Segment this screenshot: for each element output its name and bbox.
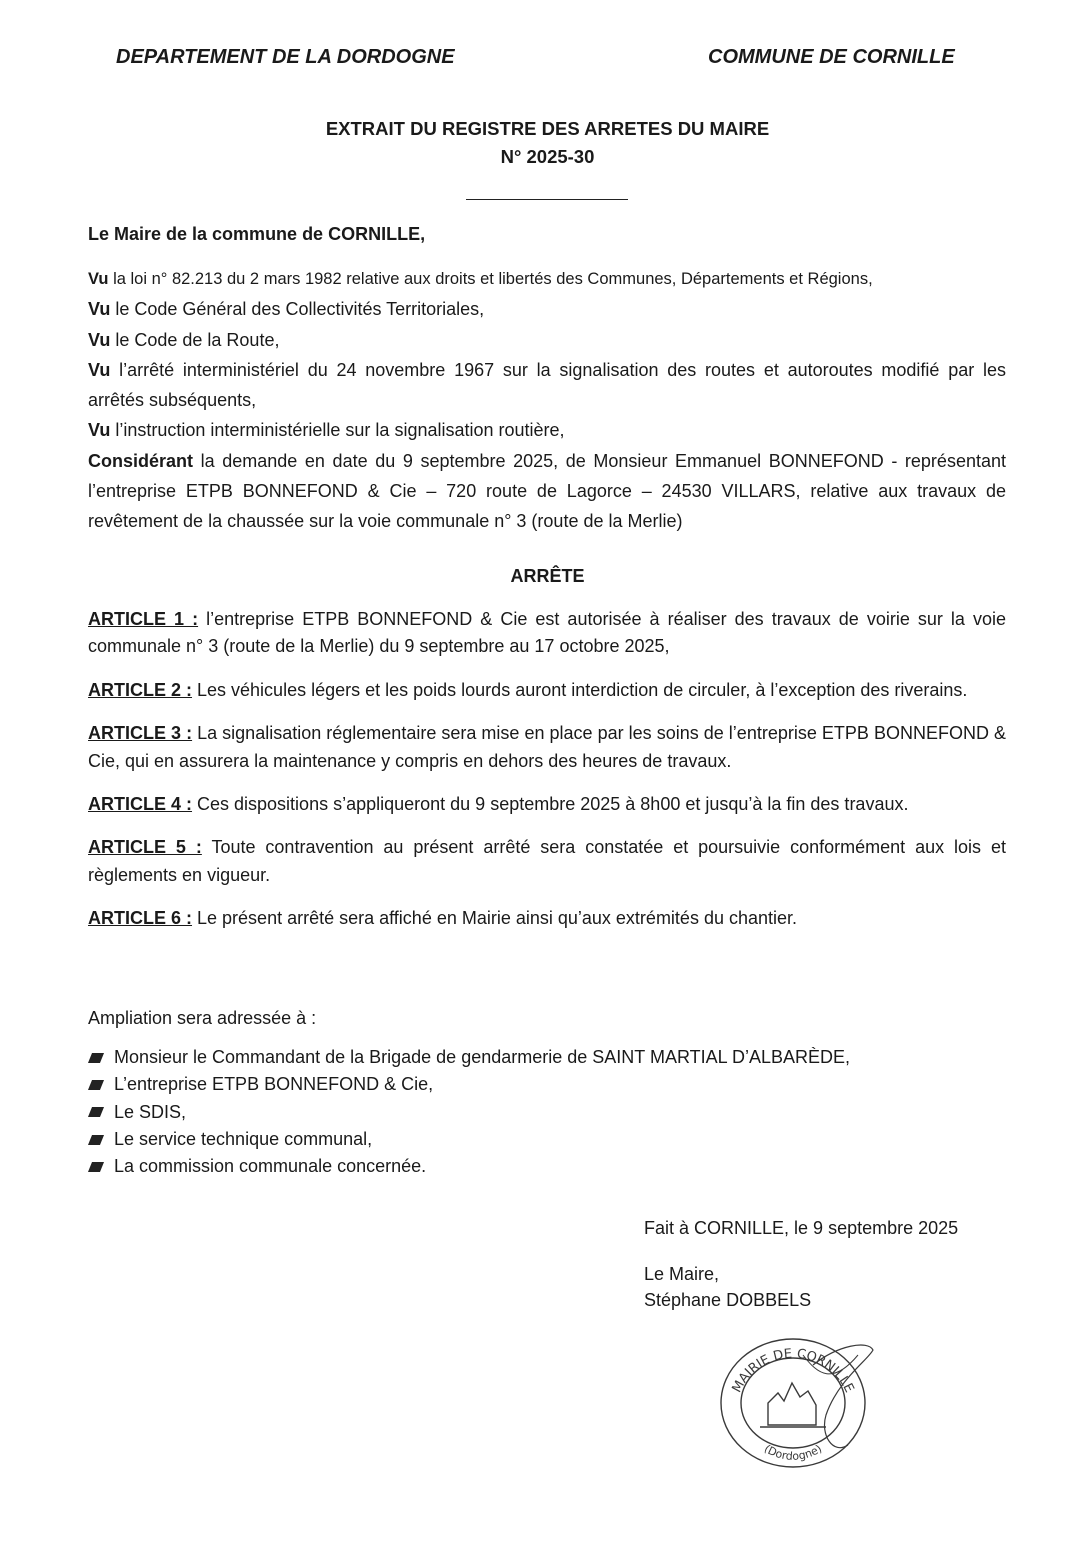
- considerant-text: la demande en date du 9 septembre 2025, de Monsieur Emmanuel BONNEFOND - représentant l’entreprise ETPB BONNEFOND & Cie – 720 route de Lagorce – 24530 VILLARS, relative aux travaux de revêtement de la chaussée sur la voie communale n° 3 (route de la Merlie): [88, 450, 1006, 532]
- visa-paragraph: [88, 264, 1006, 294]
- visa-text: le Code de la Route,: [110, 329, 280, 350]
- article-label: ARTICLE 6 :: [88, 908, 193, 929]
- bullet-icon: [88, 1135, 104, 1145]
- bullet-icon: [88, 1107, 104, 1117]
- list-item-text: Le SDIS,: [114, 1101, 187, 1122]
- stamp-church-icon: [768, 1383, 816, 1425]
- visas-block: [88, 264, 1006, 537]
- header-department: DEPARTEMENT DE LA DORDOGNE: [116, 46, 455, 68]
- visa-text: l’arrêté interministériel du 24 novembre 1967 sur la signalisation des routes et autoroutes modifié par les arrêtés subséquents,: [88, 359, 1006, 411]
- ampliation-list: [90, 1044, 850, 1180]
- signatory-name: Stéphane DOBBELS: [644, 1290, 812, 1310]
- article: [88, 791, 1006, 818]
- ampliation-intro: Ampliation sera adressée à :: [88, 1008, 317, 1028]
- header-commune: COMMUNE DE CORNILLE: [708, 46, 955, 68]
- article-label: ARTICLE 5 :: [88, 837, 202, 858]
- bullet-icon: [88, 1080, 104, 1090]
- article-text: Les véhicules légers et les poids lourds auront interdiction de circuler, à l’exception des riverains.: [192, 679, 968, 700]
- visa-paragraph: [88, 355, 1006, 416]
- list-item: [90, 1071, 850, 1098]
- maire-intro: Le Maire de la commune de CORNILLE,: [88, 224, 426, 244]
- visa-paragraph: [88, 415, 1006, 445]
- article: [88, 720, 1006, 775]
- article-text: l’entreprise ETPB BONNEFOND & Cie est autorisée à réaliser des travaux de voirie sur la voie communale n° 3 (route de la Merlie) du 9 septembre au 17 octobre 2025,: [88, 609, 1006, 657]
- title-divider: [466, 199, 628, 200]
- stamp-top-text: MAIRIE DE CORNILLE: [729, 1346, 857, 1396]
- visa-lead: Vu: [88, 299, 111, 320]
- signature-date-line: Fait à CORNILLE, le 9 septembre 2025: [644, 1218, 959, 1238]
- article-label: ARTICLE 4 :: [88, 794, 193, 815]
- document-title: EXTRAIT DU REGISTRE DES ARRETES DU MAIRE: [325, 118, 770, 139]
- bullet-icon: [88, 1162, 104, 1172]
- visa-lead: Vu: [88, 270, 109, 288]
- considerant-paragraph: [88, 446, 1006, 537]
- list-item-text: L’entreprise ETPB BONNEFOND & Cie,: [114, 1074, 434, 1095]
- considerant-lead: Considérant: [88, 450, 194, 471]
- article: [88, 905, 1006, 932]
- article-label: ARTICLE 1 :: [88, 609, 199, 629]
- article: [88, 834, 1006, 889]
- visa-lead: Vu: [88, 359, 111, 380]
- list-item-text: Le service technique communal,: [114, 1128, 373, 1149]
- article: [88, 606, 1006, 661]
- visa-text: l’instruction interministérielle sur la signalisation routière,: [110, 420, 565, 441]
- mairie-stamp: [708, 1325, 878, 1475]
- list-item-text: La commission communale concernée.: [114, 1156, 427, 1177]
- visa-lead: Vu: [88, 329, 111, 350]
- list-item: [90, 1044, 850, 1071]
- visa-lead: Vu: [88, 420, 111, 441]
- list-item: [90, 1126, 850, 1153]
- visa-paragraph: [88, 325, 1006, 355]
- stamp-bottom-text: (Dordogne): [761, 1442, 825, 1463]
- signatory-role: Le Maire,: [644, 1264, 720, 1284]
- decree-number: N° 2025-30: [500, 146, 595, 167]
- article-text: La signalisation réglementaire sera mise en place par les soins de l’entreprise ETPB BONNEFOND & Cie, qui en assurera la maintenance y compris en dehors des heures de travaux.: [88, 723, 1006, 771]
- article-text: Ces dispositions s’appliqueront du 9 septembre 2025 à 8h00 et jusqu’à la fin des travaux.: [192, 794, 909, 815]
- article-text: Le présent arrêté sera affiché en Mairie ainsi qu’aux extrémités du chantier.: [192, 908, 798, 929]
- bullet-icon: [88, 1053, 104, 1063]
- list-item: [90, 1099, 850, 1126]
- article-label: ARTICLE 3 :: [88, 723, 193, 744]
- arrete-heading: ARRÊTE: [510, 566, 585, 586]
- visa-text: la loi n° 82.213 du 2 mars 1982 relative aux droits et libertés des Communes, Départements et Régions,: [108, 270, 873, 288]
- article-label: ARTICLE 2 :: [88, 679, 193, 700]
- list-item-text: Monsieur le Commandant de la Brigade de gendarmerie de SAINT MARTIAL D’ALBARÈDE,: [114, 1047, 851, 1067]
- visa-text: le Code Général des Collectivités Territoriales,: [110, 299, 485, 320]
- visa-paragraph: [88, 294, 1006, 324]
- article-text: Toute contravention au présent arrêté sera constatée et poursuivie conformément aux lois et règlements en vigueur.: [88, 837, 1006, 885]
- list-item: [90, 1153, 850, 1180]
- article: [88, 677, 1006, 704]
- articles-block: [88, 606, 1006, 949]
